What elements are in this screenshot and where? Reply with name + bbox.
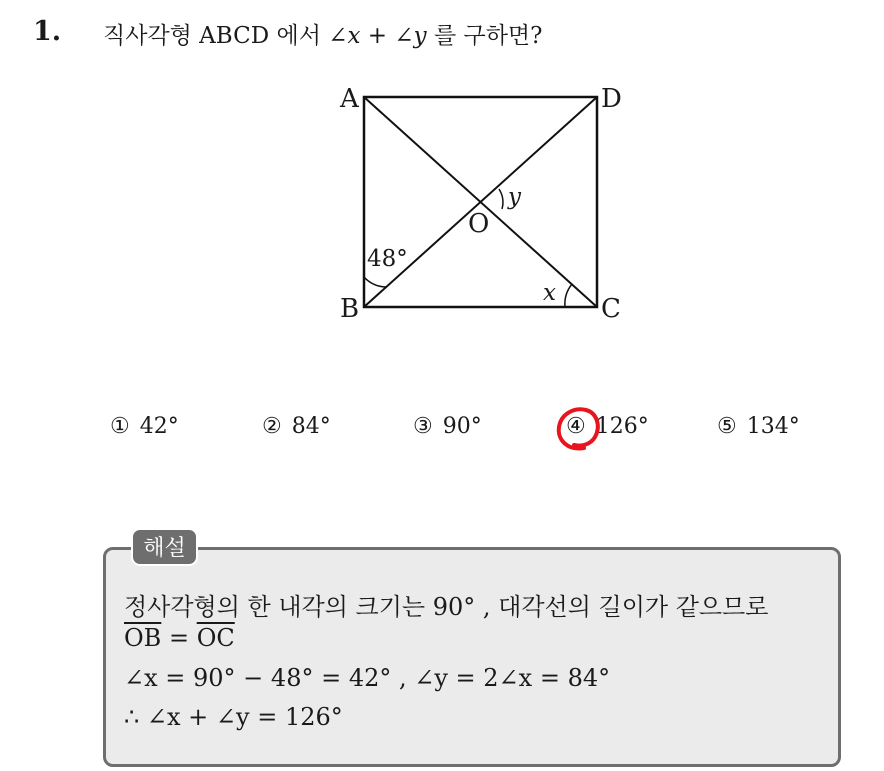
solution-line-3: ∠x = 90° − 48° = 42° , ∠y = 2∠x = 84°	[124, 664, 611, 692]
choice-1-mark: ①	[110, 414, 130, 439]
angle-y-arc	[499, 189, 503, 209]
solution-tab	[131, 528, 198, 566]
selected-answer-circle	[554, 404, 604, 454]
point-d-label: D	[601, 84, 622, 114]
choice-1-value: 42°	[139, 414, 179, 439]
choice-2[interactable]	[262, 414, 331, 439]
choice-5-mark: ⑤	[717, 414, 737, 439]
choice-3-mark: ③	[413, 414, 433, 439]
choice-1[interactable]	[110, 414, 179, 439]
rectangle-diagram	[330, 78, 630, 328]
choice-2-value: 84°	[291, 414, 331, 439]
choice-3-value: 90°	[442, 414, 482, 439]
question-angle-x: ∠x	[328, 23, 361, 49]
segment-oc: $\overline{OC}$	[196, 624, 235, 652]
point-a-label: A	[340, 84, 359, 114]
choice-3[interactable]	[413, 414, 482, 439]
choice-2-mark: ②	[262, 414, 282, 439]
choice-4-value: 126°	[595, 414, 649, 439]
answer-choices	[0, 414, 884, 450]
question-number: 1.	[33, 16, 62, 47]
point-c-label: C	[601, 294, 621, 324]
question-angle-y: ∠y	[394, 23, 427, 49]
solution-line-1: 정사각형의 한 내각의 크기는 90° , 대각선의 길이가 같으므로	[124, 593, 769, 621]
solution-line-2	[124, 624, 235, 652]
solution-tab-label: 해설	[143, 536, 186, 561]
point-o-label: O	[468, 209, 490, 239]
question-text-before: 직사각형 ABCD 에서	[103, 23, 329, 49]
solution-box	[103, 547, 841, 767]
equals-sign: =	[161, 624, 197, 652]
choice-5-value: 134°	[746, 414, 800, 439]
question-plus: +	[360, 23, 395, 49]
question-text-after: 를 구하면?	[426, 23, 543, 49]
solution-line-4: ∴ ∠x + ∠y = 126°	[124, 703, 343, 731]
angle-48-arc	[364, 277, 387, 287]
angle-48-label: 48°	[367, 246, 408, 272]
question-text	[103, 17, 542, 50]
choice-4-mark: ④	[566, 414, 586, 439]
point-b-label: B	[340, 294, 360, 324]
angle-x-label: x	[543, 280, 556, 306]
segment-ob: $\overline{OB}$	[124, 624, 162, 652]
choice-5[interactable]	[717, 414, 800, 439]
angle-y-label: y	[508, 184, 521, 210]
rectangle-figure	[330, 78, 630, 328]
angle-x-arc	[565, 284, 572, 307]
